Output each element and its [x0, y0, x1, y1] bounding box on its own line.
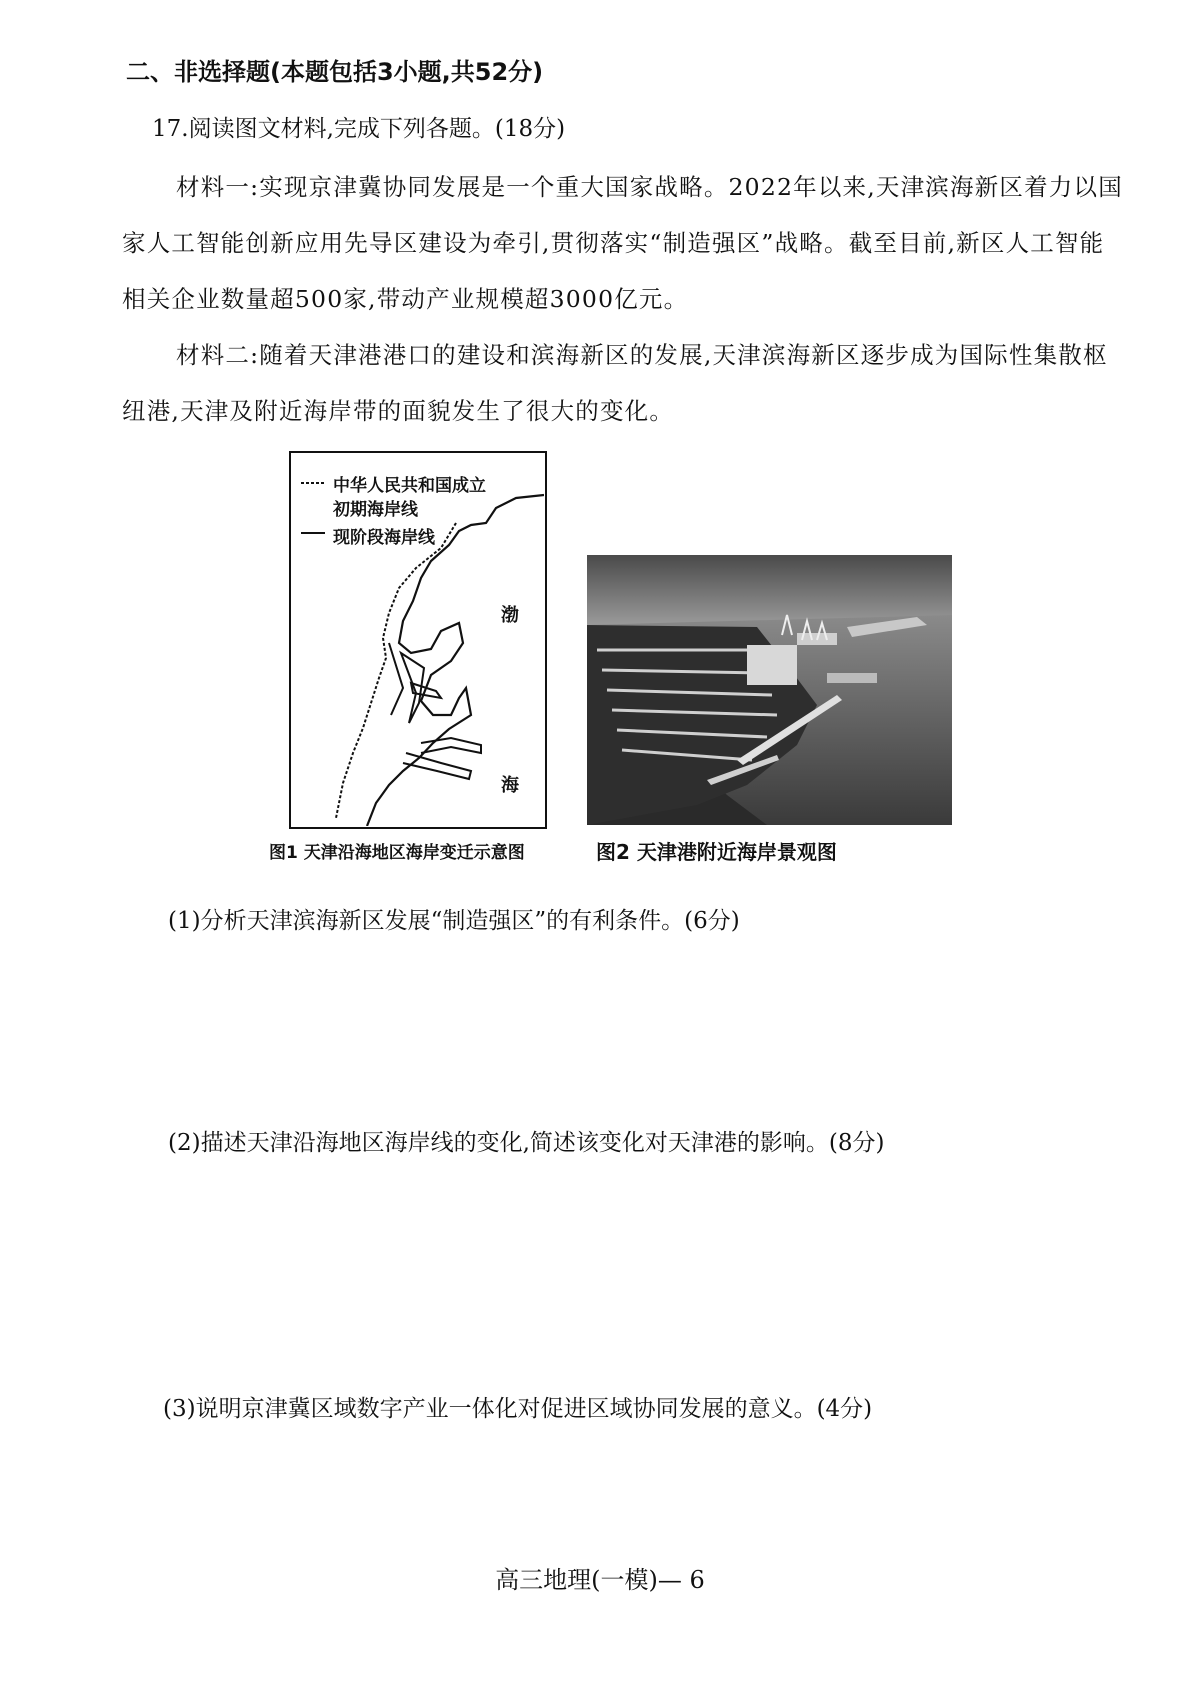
figure2-caption: 图2 天津港附近海岸景观图 — [596, 840, 837, 864]
sea-label-bo: 渤 — [501, 605, 519, 626]
legend-dashed-label-2: 初期海岸线 — [333, 500, 418, 520]
question-intro: 17.阅读图文材料,完成下列各题。(18分) — [152, 116, 566, 142]
material1-line3: 相关企业数量超500家,带动产业规模超3000亿元。 — [122, 285, 689, 313]
legend-dashed-label-1: 中华人民共和国成立 — [333, 476, 486, 496]
sub-question-2: (2)描述天津沿海地区海岸线的变化,简述该变化对天津港的影响。(8分) — [168, 1130, 885, 1156]
section-title: 二、非选择题(本题包括3小题,共52分) — [126, 58, 544, 86]
figure1-caption: 图1 天津沿海地区海岸变迁示意图 — [269, 843, 525, 863]
sub-question-3: (3)说明京津冀区域数字产业一体化对促进区域协同发展的意义。(4分) — [163, 1396, 873, 1422]
port-photo-svg — [587, 555, 952, 825]
breakwater-3 — [403, 753, 471, 779]
page-footer: 高三地理(一模)— 6 — [495, 1566, 705, 1594]
sub-question-1: (1)分析天津滨海新区发展“制造强区”的有利条件。(6分) — [168, 908, 740, 934]
figure2-photo — [587, 555, 952, 825]
figure1-map — [289, 451, 547, 829]
material2-line1: 材料二:随着天津港港口的建设和滨海新区的发展,天津滨海新区逐步成为国际性集散枢 — [176, 341, 1108, 369]
material1-line1: 材料一:实现京津冀协同发展是一个重大国家战略。2022年以来,天津滨海新区着力以国 — [176, 173, 1123, 201]
material1-line2: 家人工智能创新应用先导区建设为牵引,贯彻落实“制造强区”战略。截至目前,新区人工智能 — [122, 229, 1105, 257]
legend-solid-label: 现阶段海岸线 — [333, 528, 435, 548]
material2-line2: 纽港,天津及附近海岸带的面貌发生了很大的变化。 — [122, 397, 675, 425]
sea-label-hai: 海 — [501, 775, 519, 796]
